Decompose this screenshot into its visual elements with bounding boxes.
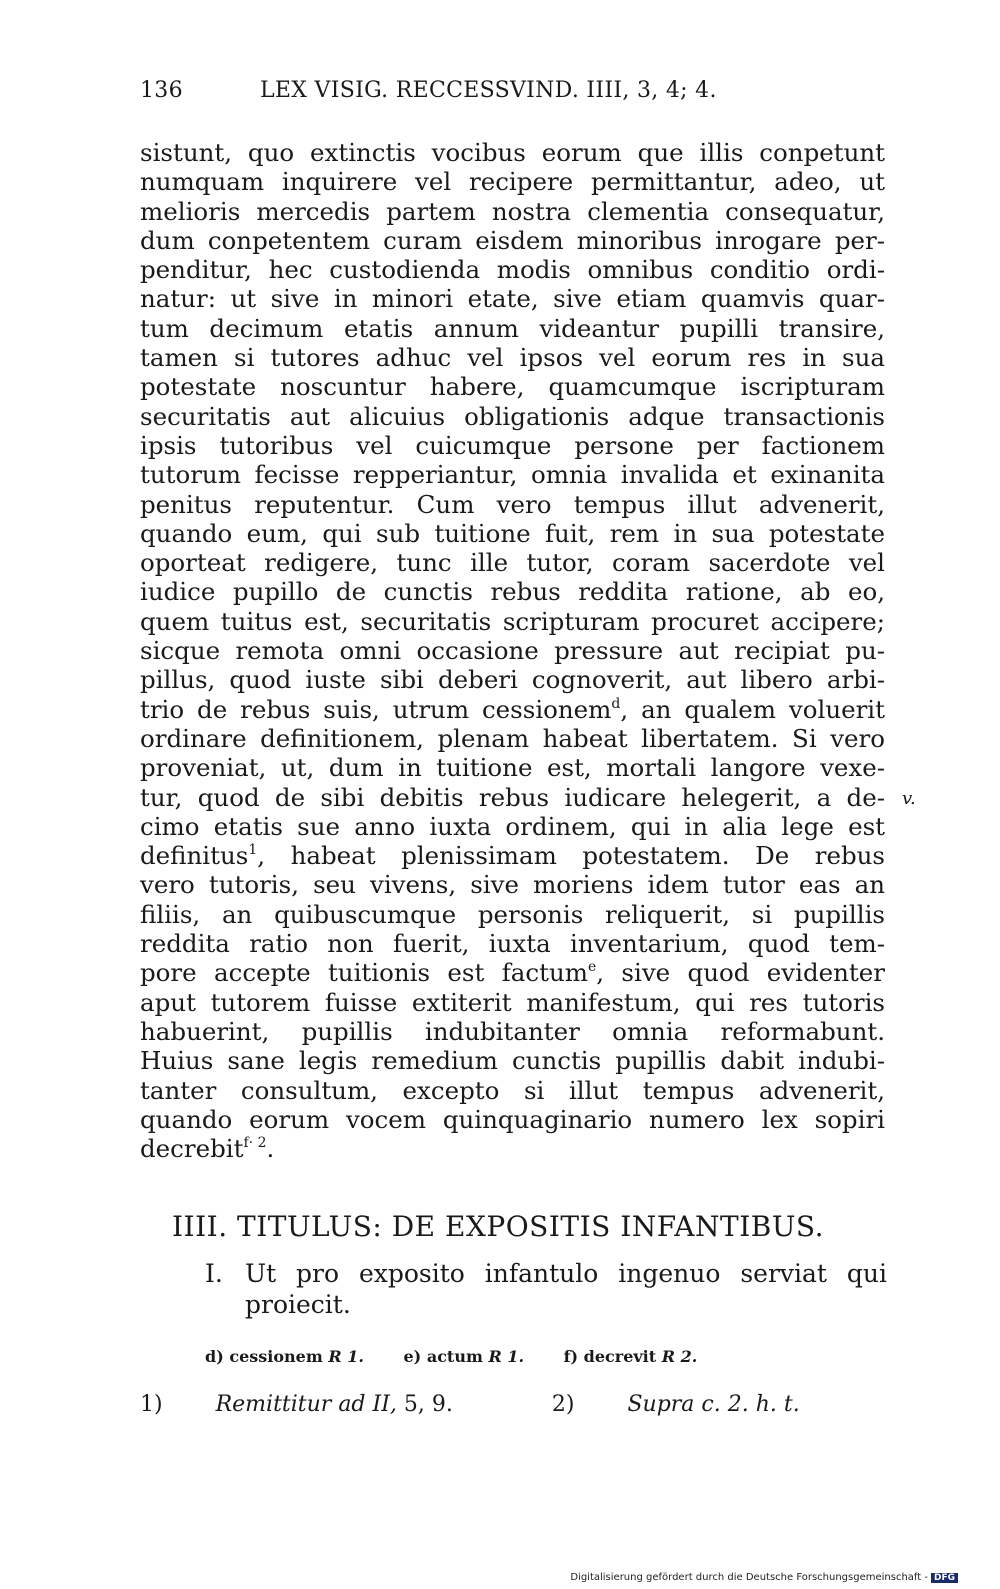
text-line: securitatis aut alicuius obligationis adque transactionis: [140, 401, 885, 431]
variant-text: f) decrevit: [563, 1347, 657, 1366]
credit-text: Digitalisierung gefördert durch die Deutsche Forschungsgemeinschaft -: [570, 1572, 928, 1583]
footnote-ref: c. 2. h. t.: [694, 1392, 800, 1417]
text-line: iudice pupillo de cunctis rebus reddita ratione, ab eo,: [140, 577, 885, 607]
chapter-title-line: proiecit.: [245, 1290, 351, 1319]
footnote-text: Supra: [627, 1392, 695, 1417]
main-text: [140, 138, 885, 1163]
text-line: reddita ratio non fuerit, iuxta inventarium, quod tem-: [140, 929, 885, 959]
footnote-marker: 1: [248, 842, 258, 859]
text-line: numquam inquirere vel recipere permittantur, adeo, ut: [140, 167, 885, 197]
text-line: oporteat redigere, tunc ille tutor, coram sacerdote vel: [140, 548, 885, 578]
text-segment: pore accepte tuitionis est factum: [140, 958, 588, 988]
text-line: filiis, an quibuscumque personis reliquerit, si pupillis: [140, 899, 885, 929]
chapter-title: [245, 1258, 887, 1320]
text-line: [140, 841, 885, 870]
text-line: quando eum, qui sub tuitione fuit, rem in sua potestate: [140, 518, 885, 548]
text-line: cimo etatis sue anno iuxta ordinem, qui in alia lege est: [140, 811, 885, 841]
text-line: [140, 958, 885, 987]
text-line: tum decimum etatis annum videantur pupilli transire,: [140, 313, 885, 343]
text-line: quando eorum vocem quinquaginario numero lex sopiri: [140, 1104, 885, 1134]
variant-item: [205, 1347, 364, 1366]
text-line: sicque remota omni occasione pressure aut recipiat pu-: [140, 636, 885, 666]
variant-text: e) actum: [403, 1347, 483, 1366]
text-line: Huius sane legis remedium cunctis pupillis dabit indubi-: [140, 1046, 885, 1076]
text-segment: , an qualem voluerit: [620, 694, 885, 724]
text-segment: , habeat plenissimam potestatem. De rebus: [257, 841, 885, 871]
margin-note: v.: [902, 788, 916, 809]
text-line: dum conpetentem curam eisdem minoribus inrogare per-: [140, 225, 885, 255]
text-line: pillus, quod iuste sibi deberi cognoverit, aut libero arbi-: [140, 665, 885, 695]
text-line: tanter consultum, excepto si illut tempus advenerit,: [140, 1075, 885, 1105]
footnote: [552, 1392, 800, 1417]
text-line: penditur, hec custodienda modis omnibus conditio ordi-: [140, 255, 885, 285]
footnote-ref: 5, 9.: [396, 1392, 453, 1417]
page-number: 136: [140, 78, 183, 103]
text-line: habuerint, pupillis indubitanter omnia reformabunt.: [140, 1016, 885, 1046]
digitization-credit: [570, 1572, 958, 1583]
text-line: tamen si tutores adhuc vel ipsos vel eorum res in sua: [140, 343, 885, 373]
variant-item: [404, 1347, 525, 1366]
chapter-number: I.: [205, 1259, 223, 1288]
section-title: IIII. TITULUS: DE EXPOSITIS INFANTIBUS.: [172, 1210, 825, 1243]
chapter-title-line: Ut pro exposito infantulo ingenuo serviat qui: [245, 1259, 887, 1288]
text-line: proveniat, ut, dum in tuitione est, mortali langore vexe-: [140, 753, 885, 783]
running-title: LEX VISIG. RECCESSVIND. IIII, 3, 4; 4.: [260, 78, 717, 103]
footnote-number: 2): [551, 1392, 575, 1417]
variant-item: [564, 1347, 698, 1366]
text-segment: .: [266, 1134, 275, 1164]
text-line: natur: ut sive in minori etate, sive etiam quamvis quar-: [140, 284, 885, 314]
footnote-marker: f· 2: [243, 1135, 267, 1152]
text-line: potestate noscuntur habere, quamcumque iscripturam: [140, 372, 885, 402]
footnote: [140, 1392, 499, 1417]
text-segment: definitus: [140, 841, 249, 871]
text-segment: decrebit: [140, 1134, 244, 1164]
variant-manuscript: R 1.: [488, 1347, 525, 1366]
variant-text: d) cessionem: [205, 1347, 323, 1366]
text-line: tutorum fecisse repperiantur, omnia invalida et exinanita: [140, 460, 885, 490]
text-line: melioris mercedis partem nostra clementia consequatur,: [140, 196, 885, 226]
text-line: quem tuitus est, securitatis scripturam procuret accipere;: [140, 606, 885, 636]
footnote-number: 1): [140, 1392, 163, 1417]
text-line: tur, quod de sibi debitis rebus iudicare helegerit, a de-: [140, 782, 885, 812]
text-line: aput tutorem fuisse extiterit manifestum, qui res tutoris: [140, 987, 885, 1017]
text-line: ipsis tutoribus vel cuicumque persone per factionem: [140, 430, 885, 460]
footnote-marker: d: [611, 695, 621, 712]
variant-readings: [205, 1347, 885, 1366]
text-line: sistunt, quo extinctis vocibus eorum que illis conpetunt: [140, 138, 885, 167]
text-line: vero tutoris, seu vivens, sive moriens idem tutor eas an: [140, 870, 885, 900]
footnote-marker: e: [587, 959, 597, 976]
footnotes: [140, 1392, 885, 1417]
text-line: penitus reputentur. Cum vero tempus illut advenerit,: [140, 489, 885, 519]
dfg-logo: DFG: [931, 1573, 958, 1583]
text-line: ordinare definitionem, plenam habeat libertatem. Si vero: [140, 723, 885, 753]
text-segment: , sive quod evidenter: [596, 958, 885, 988]
footnote-text: Remittitur ad II,: [215, 1392, 397, 1417]
text-segment: trio de rebus suis, utrum cessionem: [140, 694, 612, 724]
running-header: [140, 78, 885, 103]
variant-manuscript: R 1.: [328, 1347, 364, 1366]
text-line: [140, 1134, 885, 1163]
variant-manuscript: R 2.: [661, 1347, 698, 1366]
text-line: [140, 695, 885, 724]
